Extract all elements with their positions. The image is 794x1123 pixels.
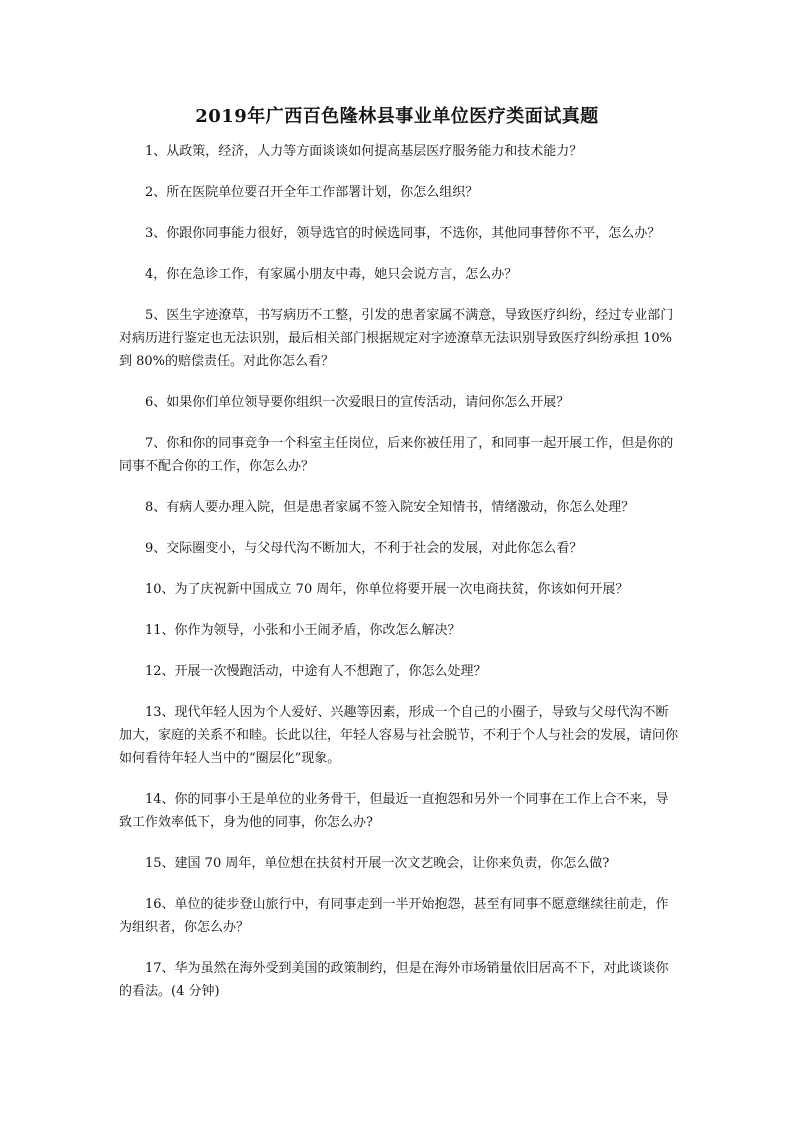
spacer [119, 601, 679, 619]
spacer [119, 939, 679, 957]
spacer [119, 519, 679, 537]
question-item: 9、交际圈变小，与父母代沟不断加大，不利于社会的发展，对此你怎么看？ [145, 541, 583, 556]
document-title: 2019年广西百色隆林县事业单位医疗类面试真题 [195, 106, 599, 127]
spacer [119, 770, 679, 788]
question-item: 11、你作为领导，小张和小王闹矛盾，你改怎么解决？ [145, 623, 461, 638]
question-item: 1、从政策，经济，人力等方面谈谈如何提高基层医疗服务能力和技术能力？ [145, 144, 583, 159]
spacer [119, 414, 679, 432]
question-item: 12、开展一次慢跑活动，中途有人不想跑了，你怎么处理？ [145, 664, 487, 679]
spacer [119, 875, 679, 893]
question-item: 14、你的同事小王是单位的业务骨干，但最近一直抱怨和另外一个同事在工作上合不来，导致工作效率低下，身为他的同事，你怎么办? [119, 792, 669, 830]
question-item: 10、为了庆祝新中国成立 70 周年，你单位将要开展一次电商扶贫，你该如何开展？ [145, 582, 629, 597]
question-list [119, 140, 679, 1003]
spacer [119, 286, 679, 304]
question-item: 5、医生字迹潦草，书写病历不工整，引发的患者家属不满意，导致医疗纠纷，经过专业部门对病历进行鉴定也无法识别，最后相关部门根据规定对字迹潦草无法识别导致医疗纠纷承担 10%到 80%的赔偿责任。对此你怎么看？ [119, 308, 674, 369]
question-item: 6、如果你们单位领导要你组织一次爱眼日的宣传活动，请问你怎么开展？ [145, 395, 570, 410]
question-item: 15、建国 70 周年，单位想在扶贫村开展一次文艺晚会，让你来负责，你怎么做? [145, 856, 610, 871]
spacer [119, 163, 679, 181]
question-item: 8、有病人要办理入院，但是患者家属不签入院安全知情书，情绪激动，你怎么处理？ [145, 500, 635, 515]
question-item: 4，你在急诊工作，有家属小朋友中毒，她只会说方言，怎么办？ [145, 267, 518, 282]
question-item: 16、单位的徒步登山旅行中，有同事走到一半开始抱怨，甚至有同事不愿意继续往前走，作为组织者，你怎么办？ [119, 897, 669, 935]
spacer [119, 204, 679, 222]
spacer [119, 245, 679, 263]
spacer [119, 683, 679, 701]
question-item: 13、现代年轻人因为个人爱好、兴趣等因素，形成一个自己的小圈子，导致与父母代沟不断加大，家庭的关系不和睦。长此以往，年轻人容易与社会脱节，不利于个人与社会的发展，请问你如何看待年轻人当中的“圈层化”现象。 [119, 705, 679, 766]
spacer [119, 642, 679, 660]
question-item: 3、你跟你同事能力很好，领导选官的时候选同事，不选你，其他同事替你不平，怎么办？ [145, 226, 661, 241]
question-item: 17、华为虽然在海外受到美国的政策制约，但是在海外市场销量依旧居高不下，对此谈谈你的看法。(4 分钟) [119, 961, 669, 999]
question-item: 2、所在医院单位要召开全年工作部署计划，你怎么组织？ [145, 185, 479, 200]
spacer [119, 560, 679, 578]
question-item: 7、你和你的同事竞争一个科室主任岗位，后来你被任用了，和同事一起开展工作，但是你的同事不配合你的工作，你怎么办？ [119, 436, 674, 474]
spacer [119, 834, 679, 852]
spacer [119, 373, 679, 391]
spacer [119, 478, 679, 496]
